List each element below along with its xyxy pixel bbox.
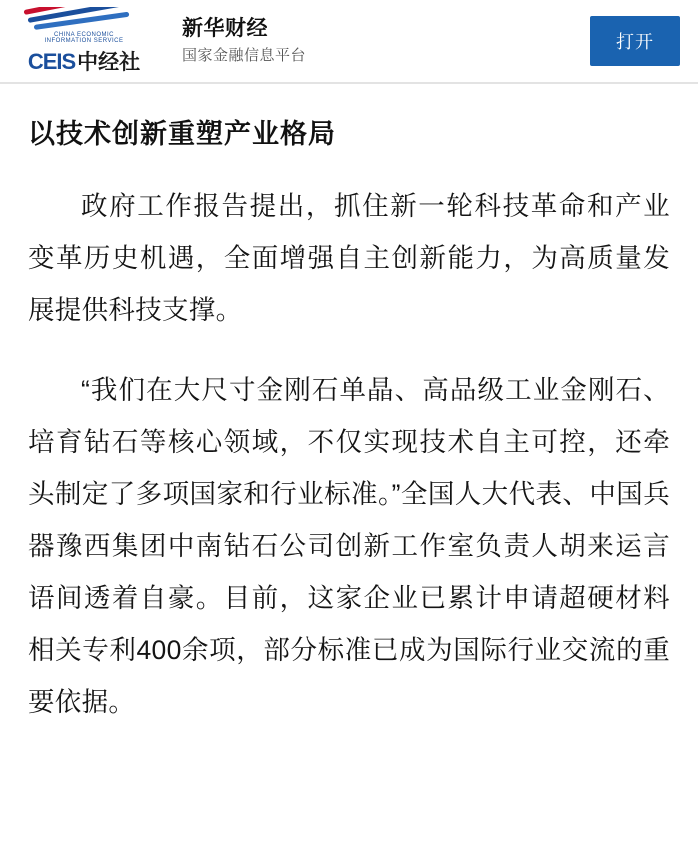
open-app-button[interactable]: 打开	[590, 16, 680, 66]
logo-latin-mark: CEIS	[27, 48, 76, 74]
app-header	[0, 0, 698, 82]
brand-subtitle: 国家金融信息平台	[182, 47, 307, 64]
page-title: 以技术创新重塑产业格局	[28, 119, 336, 149]
logo-chinese-mark: 中经社	[77, 50, 141, 74]
article-body	[0, 84, 698, 728]
brand-title: 新华财经	[182, 17, 268, 40]
brand-text-block	[154, 14, 590, 68]
logo-english-line1: CHINA ECONOMIC	[53, 31, 114, 38]
logo-english-line2: INFORMATION SERVICE	[44, 37, 124, 44]
logo-wordmark	[28, 46, 140, 76]
article-paragraph: “我们在大尺寸金刚石单晶、高品级工业金刚石、培育钻石等核心领域，不仅实现技术自主可控，还牵头制定了多项国家和行业标准。”全国人大代表、中国兵器豫西集团中南钻石公司创新工作室负责人胡来运言语间透着自豪。目前，这家企业已累计申请超硬材料相关专利400余项，部分标准已成为国际行业交流的重要依据。	[28, 375, 670, 717]
ceis-logo	[14, 7, 154, 76]
article-paragraph: 政府工作报告提出，抓住新一轮科技革命和产业变革历史机遇，全面增强自主创新能力，为高质量发展提供科技支撑。	[28, 191, 670, 325]
logo-swoosh-icon	[18, 7, 150, 33]
